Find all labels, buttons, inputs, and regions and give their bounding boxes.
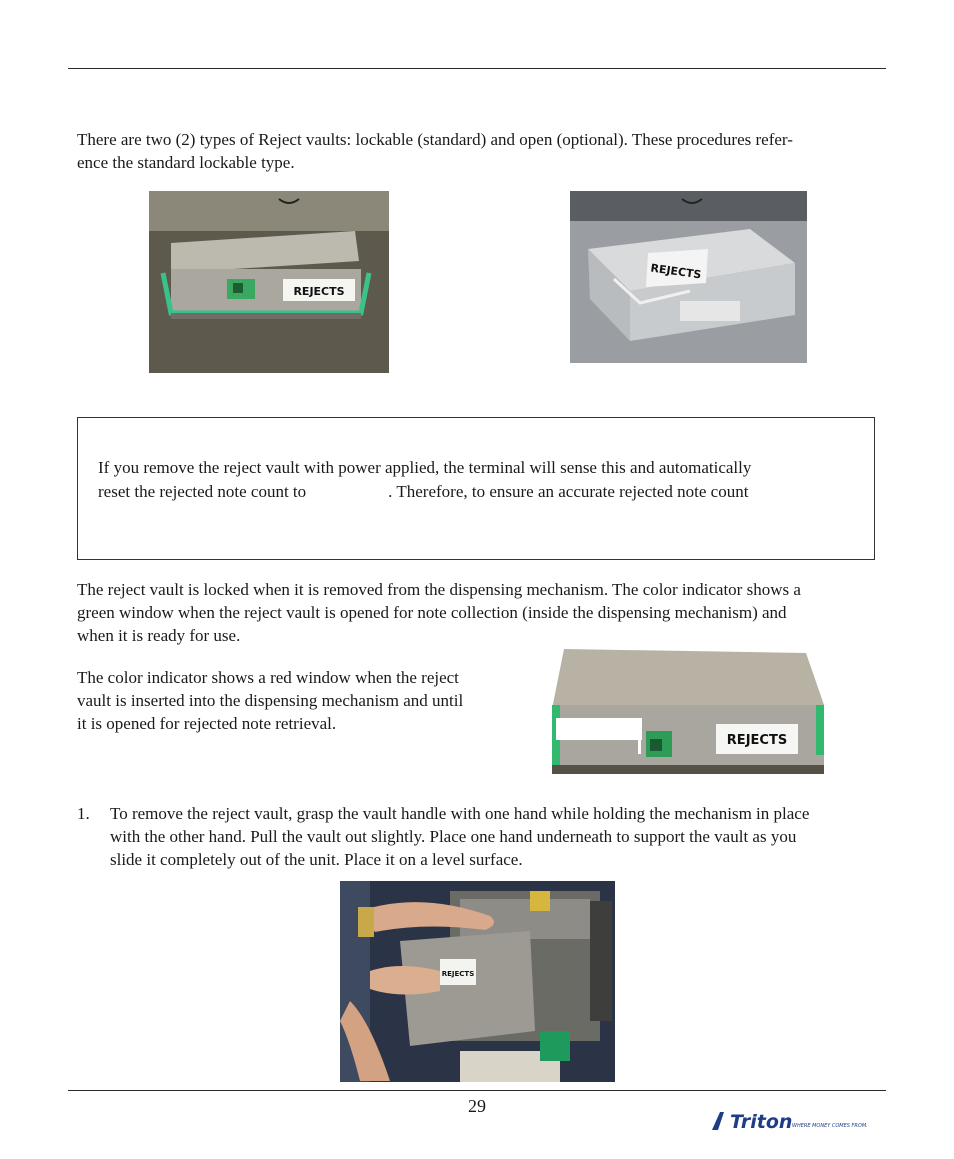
- removal-vault-label: REJECTS: [441, 970, 475, 978]
- note-text: If you remove the reject vault with power applied, the terminal will sense this and automatically reset the rejected note count to . Therefore, to ensure an accurate rejected note count: [98, 458, 752, 501]
- vault-removal-photo: [340, 881, 615, 1082]
- triton-logo: [710, 1106, 870, 1134]
- indicator-paragraph: The color indicator shows a red window when the reject vault is inserted into the dispensing mechanism and until it is opened for rejected note retrieval.: [77, 668, 464, 733]
- step-number: 1.: [77, 804, 90, 823]
- open-vault-photo: [570, 191, 807, 363]
- footer-rule: [68, 1090, 886, 1091]
- color-indicator-photo: [550, 647, 824, 774]
- lockable-vault-photo: [149, 191, 389, 373]
- open-vault-label: REJECTS: [649, 261, 703, 282]
- page-number: 29: [468, 1096, 486, 1116]
- step-text: To remove the reject vault, grasp the vault handle with one hand while holding the mechanism in place with the other hand. Pull the vault out slightly. Place one hand underneath to support the vault as you slide it completely out of the unit. Place it on a level surface.: [110, 804, 810, 869]
- header-rule: [68, 68, 886, 69]
- logo-wordmark: Triton: [730, 1111, 793, 1133]
- logo-tagline: WHERE MONEY COMES FROM.: [792, 1123, 868, 1129]
- note-box: [77, 417, 875, 560]
- lockable-vault-label: REJECTS: [293, 285, 345, 298]
- indicator-vault-label: REJECTS: [726, 733, 788, 748]
- lock-paragraph: The reject vault is locked when it is removed from the dispensing mechanism. The color indicator shows a green window when the reject vault is opened for note collection (inside the dispensing mechanism) and when it is ready for use.: [77, 580, 801, 645]
- intro-paragraph: There are two (2) types of Reject vaults: lockable (standard) and open (optional). These procedures refer- ence the standard lockable type.: [77, 130, 793, 172]
